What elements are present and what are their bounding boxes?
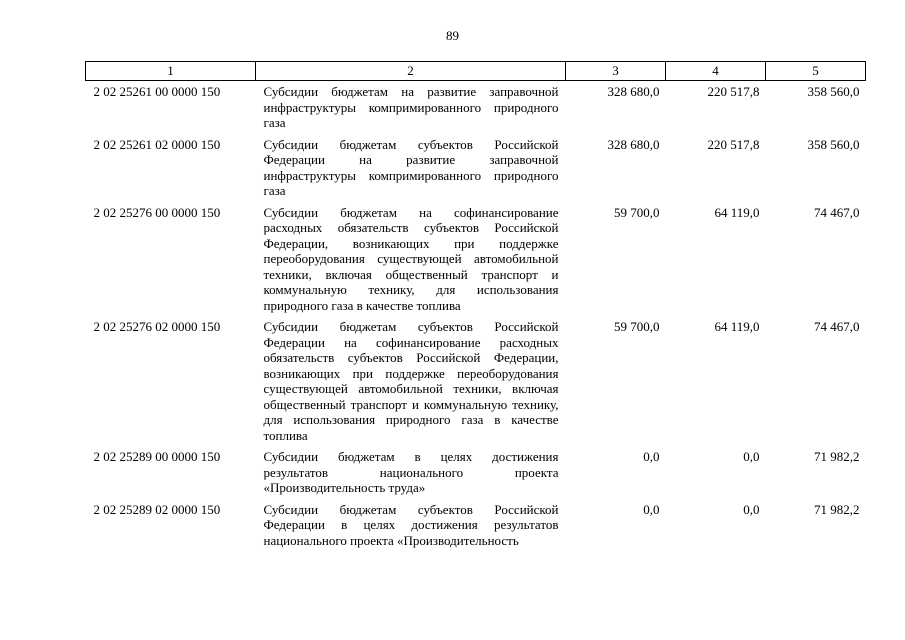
amount-col-4: 220 517,8 (707, 136, 760, 152)
amount-col-3: 59 700,0 (614, 204, 660, 220)
amount-col-4: 0,0 (743, 449, 760, 464)
amount-col-5: 358 560,0 (807, 136, 860, 152)
amount-col-3: 0,0 (643, 449, 660, 464)
page-number: 89 (446, 28, 459, 43)
amount-col-3: 0,0 (643, 501, 660, 517)
amount-col-5: 358 560,0 (807, 84, 860, 99)
amount-col-4: 0,0 (743, 501, 760, 517)
budget-code: 2 02 25261 02 0000 150 (93, 136, 221, 152)
budget-code: 2 02 25289 02 0000 150 (93, 501, 221, 517)
amount-col-3: 59 700,0 (614, 319, 660, 334)
table-row (86, 205, 866, 320)
table-row (86, 81, 866, 137)
row-description: Субсидии бюджетам субъектов Российской Федерации на софинансирование расходных обязательств субъектов Российской Федерации, возникающих при поддержке переоборудования существующей автомобильной техники, включая общественный транспорт и коммунальную технику, для использования природного газа в качестве топлива (263, 319, 559, 443)
row-description: Субсидии бюджетам на развитие заправочной инфраструктуры компримированного природного газа (263, 84, 559, 130)
budget-table (85, 61, 866, 554)
column-header: 4 (666, 62, 766, 81)
table-row (86, 137, 866, 205)
table-row (86, 319, 866, 449)
row-description: Субсидии бюджетам субъектов Российской Федерации в целях достижения результатов национального проекта «Производительность (263, 501, 559, 548)
amount-col-5: 74 467,0 (814, 204, 860, 220)
amount-col-3: 328 680,0 (607, 84, 660, 99)
table-body (86, 81, 866, 555)
amount-col-4: 64 119,0 (714, 319, 760, 334)
table-row (86, 449, 866, 502)
amount-col-4: 64 119,0 (714, 204, 760, 220)
column-header: 1 (86, 62, 256, 81)
amount-col-5: 71 982,2 (814, 501, 860, 517)
budget-code: 2 02 25261 00 0000 150 (93, 84, 221, 99)
amount-col-4: 220 517,8 (707, 84, 760, 99)
column-header: 2 (256, 62, 566, 81)
row-description: Субсидии бюджетам субъектов Российской Федерации на развитие заправочной инфраструктуры компримированного природного газа (263, 136, 559, 198)
column-header: 3 (566, 62, 666, 81)
column-header: 5 (766, 62, 866, 81)
amount-col-5: 71 982,2 (814, 449, 860, 464)
table-header (86, 62, 866, 81)
row-description: Субсидии бюджетам в целях достижения результатов национального проекта «Производительность труда» (263, 449, 559, 495)
row-description: Субсидии бюджетам на софинансирование расходных обязательств субъектов Российской Федерации, возникающих при поддержке переоборудования существующей автомобильной техники, включая общественный транспорт и коммунальную технику, для использования природного газа в качестве топлива (263, 204, 559, 313)
table-row (86, 502, 866, 555)
budget-code: 2 02 25289 00 0000 150 (93, 449, 221, 464)
budget-code: 2 02 25276 00 0000 150 (93, 204, 221, 220)
amount-col-5: 74 467,0 (814, 319, 860, 334)
amount-col-3: 328 680,0 (607, 136, 660, 152)
budget-code: 2 02 25276 02 0000 150 (93, 319, 221, 334)
